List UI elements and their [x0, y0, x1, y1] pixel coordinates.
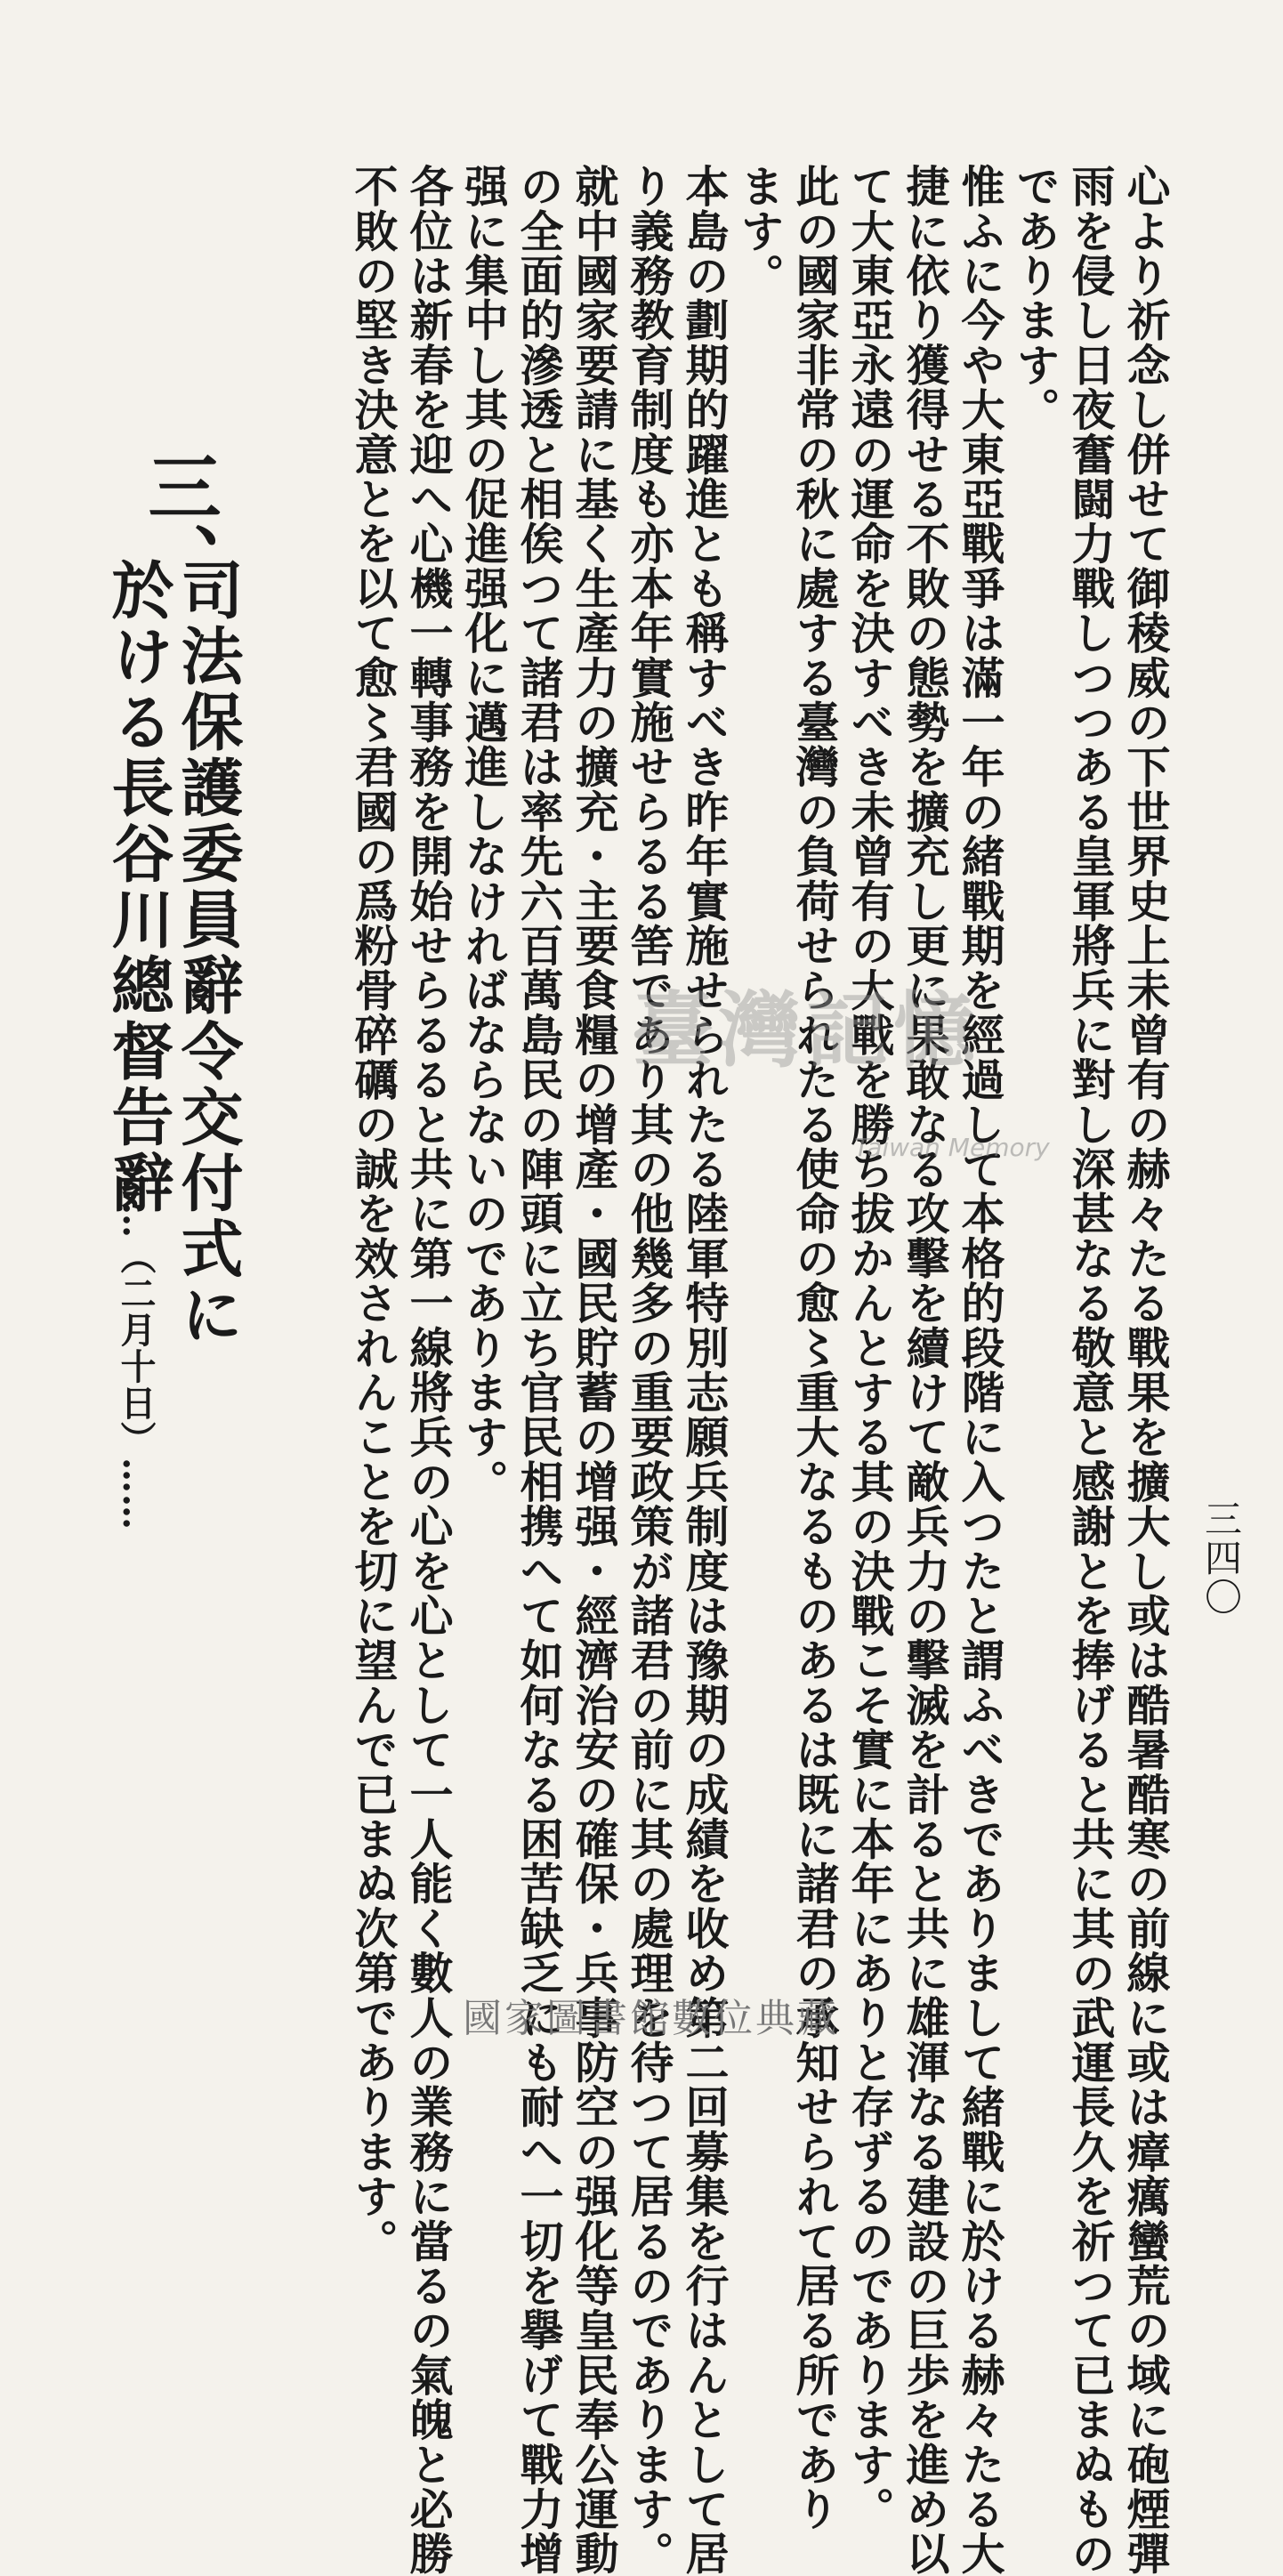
text-column: 此の國家非常の秋に處する臺灣の負荷せられたる使命の愈〻重大なるものあるは既に諸君の承知せられて居る所であり: [789, 164, 841, 2532]
text-column: の全面的滲透と相俟つて諸君は率先六百萬島民の陣頭に立ち官民相携へて如何なる困苦缺乏にも耐へ一切を擧げて戰力增: [513, 164, 565, 2576]
section-date: ……（二月十日）……: [115, 1166, 157, 1530]
text-column: 雨を侵し日夜奮闘力戰しつつある皇軍將兵に對し深甚なる敬意と感謝とを捧げると共に其の武運長久を祈つて已まぬもの: [1065, 164, 1117, 2576]
section-title-line-1: 司法保護委員辭令交付式に: [171, 558, 245, 1348]
text-column: であります。: [1010, 164, 1061, 432]
text-column: て大東亞永遠の運命を決すべき未曾有の大戰を勝ち拔かんとする其の決戰こそ實に本年にありと存ずるのであります。: [844, 164, 896, 2532]
library-footer-mark: 國家圖書館數位典藏: [463, 1996, 839, 2041]
text-column: 惟ふに今や大東亞戰爭は滿一年の緒戰期を經過して本格的段階に入つたと謂ふべきでありまして緒戰に於ける赫々たる大: [955, 164, 1006, 2576]
text-column: 本島の劃期的躍進とも稱すべき昨年實施せられたる陸軍特別志願兵制度は豫期の成績を收め第二回募集を行はんとして居: [679, 164, 730, 2576]
text-column: 不敗の堅き決意とを以て愈〻君國の爲粉骨碎礪の誠を效されんことを切に望んで已まぬ次第であります。: [348, 164, 399, 2264]
text-column: 强に集中し其の促進强化に邁進しなければならないのであります。: [458, 164, 510, 1504]
section-number: 三、: [136, 449, 222, 595]
text-column: り義務教育制度も亦本年實施せらるる筈であり其の他幾多の重要政策が諸君の前に其の處理を待つて居るのであります。: [624, 164, 675, 2576]
watermark-subtitle: Taiwan Memory: [854, 1133, 1050, 1162]
page-number: 三四〇: [1199, 1499, 1243, 1617]
watermark-logo: 臺灣記憶: [632, 982, 981, 1078]
text-column: ます。: [734, 164, 786, 298]
text-column: 捷に依り獲得せる不敗の態勢を擴充し更に果敢なる攻擊を續けて敵兵力の擊滅を計ると共に雄渾なる建設の巨歩を進め以: [900, 164, 951, 2576]
text-column: 各位は新春を迎へ心機一轉事務を開始せらるると共に第一線將兵の心を心として一人能く數人の業務に當るの氣魄と必勝: [403, 164, 455, 2576]
section-title-line-2: 於ける長谷川總督告辭: [101, 558, 175, 1216]
text-column: 就中國家要請に基く生產力の擴充・主要食糧の增產・國民貯蓄の增强・經濟治安の確保・兵事防空の强化等皇民奉公運動: [569, 164, 620, 2576]
text-column: 心より祈念し併せて御稜威の下世界史上未曾有の赫々たる戰果を擴大し或は酷暑酷寒の前線に或は瘴癘蠻荒の域に砲煙彈: [1120, 164, 1172, 2576]
